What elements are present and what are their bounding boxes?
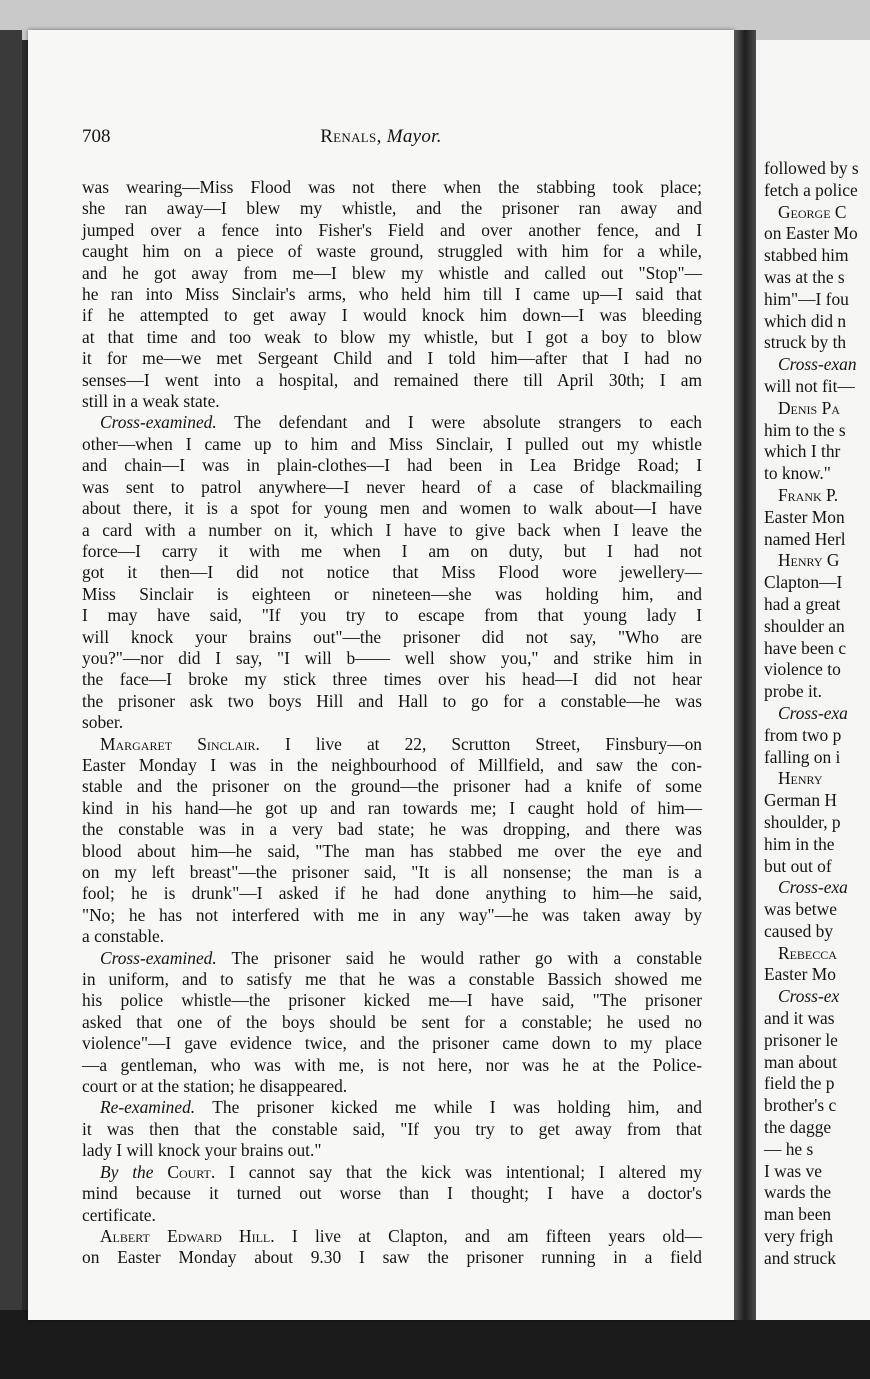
right-text-line: Clapton—I (764, 572, 843, 593)
line-text: The prisoner kicked me while I was holding him, and (195, 1097, 702, 1118)
line-text: I live at Clapton, and am fifteen years old— (274, 1225, 702, 1246)
text-line (82, 883, 702, 904)
running-head (28, 126, 734, 152)
section-label: Cross-examined. (100, 412, 217, 433)
line-text: —a gentleman, who was with me, is not here, nor was he at the Police- (82, 1054, 702, 1075)
right-text-line: Denis Pa (778, 397, 840, 418)
text-line (82, 1183, 702, 1204)
text-line (82, 1140, 702, 1161)
line-text: you?"—nor did I say, "I will b—— well show you," and strike him in (82, 647, 702, 668)
right-text-line: Rebecca (778, 942, 837, 963)
right-text-line: was at the s (764, 266, 845, 287)
line-text: a card with a number on it, which I have to give back when I leave the (82, 519, 702, 540)
right-text-line: brother's c (764, 1095, 837, 1116)
right-text-line: wards the (764, 1182, 832, 1203)
right-page-text (764, 158, 870, 1270)
right-text-line: was betwe (764, 899, 837, 920)
text-line (82, 926, 702, 947)
body-text (82, 177, 702, 1269)
text-line (82, 1247, 702, 1268)
line-text: fool; he is drunk"—I asked if he had done anything to him—he said, (82, 883, 702, 904)
text-line (82, 905, 702, 926)
right-text-line: him to the s (764, 419, 846, 440)
line-text: other—when I came up to him and Miss Sinclair, I pulled out my whistle (82, 433, 702, 454)
right-text-line: George C (778, 201, 847, 222)
text-line (82, 327, 702, 348)
court-label: Court. (153, 1161, 216, 1182)
right-text-line: had a great (764, 593, 841, 614)
line-text: was sent to patrol anywhere—I never heard of a case of blackmailing (82, 476, 702, 497)
line-text: I cannot say that the kick was intentional; I altered my (215, 1161, 702, 1182)
text-line (82, 734, 702, 755)
text-line (82, 1097, 702, 1118)
line-text: mind because it turned out worse than I thought; I have a doctor's (82, 1183, 702, 1204)
text-line (82, 798, 702, 819)
text-line (82, 712, 702, 733)
right-text-line: shoulder an (764, 615, 845, 636)
line-text: about there, it is a spot for young men and women to walk about—I have (82, 498, 702, 519)
text-line (82, 1033, 702, 1054)
text-line (82, 241, 702, 262)
text-line (82, 263, 702, 284)
text-line (82, 627, 702, 648)
text-line (82, 391, 702, 412)
page-number: 708 (82, 126, 111, 147)
right-text-line: Cross-exa (778, 877, 848, 898)
right-text-line: Cross-exan (778, 354, 857, 375)
text-line (82, 177, 702, 198)
text-line (82, 1076, 702, 1097)
witness-name: Margaret Sinclair. (100, 733, 260, 754)
text-line (82, 477, 702, 498)
line-text: blood about him—he said, "The man has stabbed me over the eye and (82, 840, 702, 861)
text-line (82, 412, 702, 433)
line-text: it was then that the constable said, "If you try to get away from that (82, 1118, 702, 1139)
text-line (82, 819, 702, 840)
line-text: The defendant and I were absolute strangers to each (216, 412, 702, 433)
text-line (82, 1012, 702, 1033)
right-text-line: struck by th (764, 332, 847, 353)
right-text-line: to know." (764, 463, 831, 484)
text-line (82, 755, 702, 776)
running-title (28, 126, 734, 148)
running-title-name: Renals, (320, 126, 382, 147)
line-text: lady I will knock your brains out." (82, 1140, 322, 1161)
line-text: certificate. (82, 1204, 156, 1225)
text-line (82, 455, 702, 476)
text-line (82, 498, 702, 519)
right-text-line: Henry G (778, 550, 840, 571)
text-line (82, 370, 702, 391)
right-text-line: fetch a police (764, 179, 858, 200)
right-text-line: caused by (764, 920, 834, 941)
right-text-line: on Easter Mo (764, 223, 858, 244)
text-line (82, 776, 702, 797)
line-text: Miss Sinclair is eighteen or nineteen—she was holding him, and (82, 583, 702, 604)
text-line (82, 520, 702, 541)
right-text-line: violence to (764, 659, 841, 680)
right-text-line: the dagge (764, 1117, 832, 1138)
scan-bottom-shadow (0, 1310, 870, 1379)
line-text: caught him on a piece of waste ground, struggled with him for a while, (82, 241, 702, 262)
line-text: will knock your brains out"—the prisoner did not say, "Who are (82, 626, 702, 647)
text-line (82, 862, 702, 883)
text-line (82, 648, 702, 669)
right-text-line: — he s (764, 1138, 814, 1159)
line-text: he ran into Miss Sinclair's arms, who held him till I came up—I said that (82, 284, 702, 305)
right-text-line: field the p (764, 1073, 835, 1094)
line-text: it for me—we met Sergeant Child and I told him—after that I had no (82, 348, 702, 369)
text-line (82, 1226, 702, 1247)
line-text: senses—I went into a hospital, and remained there till April 30th; I am (82, 369, 702, 390)
line-text: asked that one of the boys should be sent for a constable; he used no (82, 1011, 702, 1032)
line-text: kind in his hand—he got up and ran towards me; I caught hold of him— (82, 797, 702, 818)
line-text: on Easter Monday about 9.30 I saw the prisoner running in a field (82, 1247, 702, 1268)
line-text: violence"—I gave evidence twice, and the prisoner came down to my place (82, 1033, 702, 1054)
right-text-line: and struck (764, 1247, 836, 1268)
line-text: the face—I broke my stick three times over his head—I did not hear (82, 669, 702, 690)
right-text-line: shoulder, p (764, 811, 841, 832)
section-label: Cross-examined. (100, 947, 217, 968)
line-text: the constable was in a very bad state; he was dropping, and there was (82, 819, 702, 840)
right-text-line: German H (764, 790, 837, 811)
line-text: if he attempted to get away I would knock him down—I was bleeding (82, 305, 702, 326)
right-text-line: prisoner le (764, 1029, 838, 1050)
right-text-line: but out of (764, 855, 832, 876)
line-text: The prisoner said he would rather go with a constable (216, 947, 702, 968)
text-line (82, 198, 702, 219)
book-gutter (734, 30, 756, 1320)
right-text-line: him in the (764, 833, 835, 854)
line-text: she ran away—I blew my whistle, and the prisoner ran away and (82, 198, 702, 219)
section-label: By the (100, 1161, 154, 1182)
text-line (82, 284, 702, 305)
running-title-role: Mayor. (386, 126, 442, 147)
right-text-line: will not fit— (764, 375, 855, 396)
right-text-line: man been (764, 1204, 832, 1225)
right-text-line: and it was (764, 1008, 835, 1029)
text-line (82, 969, 702, 990)
text-line (82, 990, 702, 1011)
text-line (82, 1119, 702, 1140)
right-text-line: named Herl (764, 528, 846, 549)
line-text: at that time and too weak to blow my whistle, but I got a boy to blow (82, 326, 702, 347)
right-text-line: him"—I fou (764, 288, 849, 309)
line-text: still in a weak state. (82, 391, 220, 412)
line-text: his police whistle—the prisoner kicked me—I have said, "The prisoner (82, 990, 702, 1011)
right-text-line: Easter Mon (764, 506, 845, 527)
line-text: stable and the prisoner on the ground—the prisoner had a knife of some (82, 776, 702, 797)
right-text-line: falling on i (764, 746, 841, 767)
left-page (28, 30, 734, 1320)
right-text-line: followed by s (764, 158, 859, 178)
right-text-line: from two p (764, 724, 842, 745)
line-text: "No; he has not interfered with me in any way"—he was taken away by (82, 904, 702, 925)
text-line (82, 305, 702, 326)
text-line (82, 1055, 702, 1076)
text-line (82, 841, 702, 862)
line-text: was wearing—Miss Flood was not there when the stabbing took place; (82, 177, 702, 197)
right-text-line: probe it. (764, 681, 822, 702)
right-text-line: Cross-exa (778, 702, 848, 723)
right-text-line: Henry (778, 768, 823, 789)
book-spine-edge (0, 30, 22, 1330)
right-text-line: man about (764, 1051, 837, 1072)
right-text-line: have been c (764, 637, 847, 658)
right-text-line: very frigh (764, 1226, 834, 1247)
line-text: in uniform, and to satisfy me that he was a constable Bassich showed me (82, 969, 702, 990)
line-text: and he got away from me—I blew my whistle and called out "Stop"— (82, 262, 702, 283)
line-text: the prisoner ask two boys Hill and Hall to go for a constable—he was (82, 690, 702, 711)
text-line (82, 434, 702, 455)
text-line (82, 220, 702, 241)
text-line (82, 1162, 702, 1183)
line-text: and chain—I was in plain-clothes—I had been in Lea Bridge Road; I (82, 455, 702, 476)
text-line (82, 1205, 702, 1226)
text-line (82, 948, 702, 969)
right-text-line: Easter Mo (764, 964, 836, 985)
line-text: force—I carry it with me when I am on duty, but I had not (82, 540, 702, 561)
line-text: I live at 22, Scrutton Street, Finsbury—on (259, 733, 702, 754)
line-text: court or at the station; he disappeared. (82, 1076, 348, 1097)
line-text: sober. (82, 712, 124, 733)
right-text-line: Frank P. (778, 484, 839, 505)
right-text-line: which did n (764, 310, 847, 331)
right-text-line: I was ve (764, 1160, 822, 1181)
witness-name: Albert Edward Hill. (100, 1225, 275, 1246)
text-line (82, 541, 702, 562)
text-line (82, 605, 702, 626)
text-line (82, 348, 702, 369)
right-text-line: Cross-ex (778, 986, 840, 1007)
line-text: got it then—I did not notice that Miss Flood wore jewellery— (82, 562, 702, 583)
line-text: a constable. (82, 926, 165, 947)
right-page-partial (756, 40, 870, 1320)
section-label: Re-examined. (100, 1097, 196, 1118)
line-text: Easter Monday I was in the neighbourhood of Millfield, and saw the con- (82, 754, 702, 775)
text-line (82, 669, 702, 690)
right-text-line: which I thr (764, 441, 841, 462)
text-line (82, 584, 702, 605)
text-line (82, 691, 702, 712)
line-text: jumped over a fence into Fisher's Field and over another fence, and I (82, 219, 702, 240)
right-text-line: stabbed him (764, 245, 849, 266)
line-text: on my left breast"—the prisoner said, "It is all nonsense; the man is a (82, 862, 702, 882)
text-line (82, 562, 702, 583)
line-text: I may have said, "If you try to escape from that young lady I (82, 605, 702, 626)
